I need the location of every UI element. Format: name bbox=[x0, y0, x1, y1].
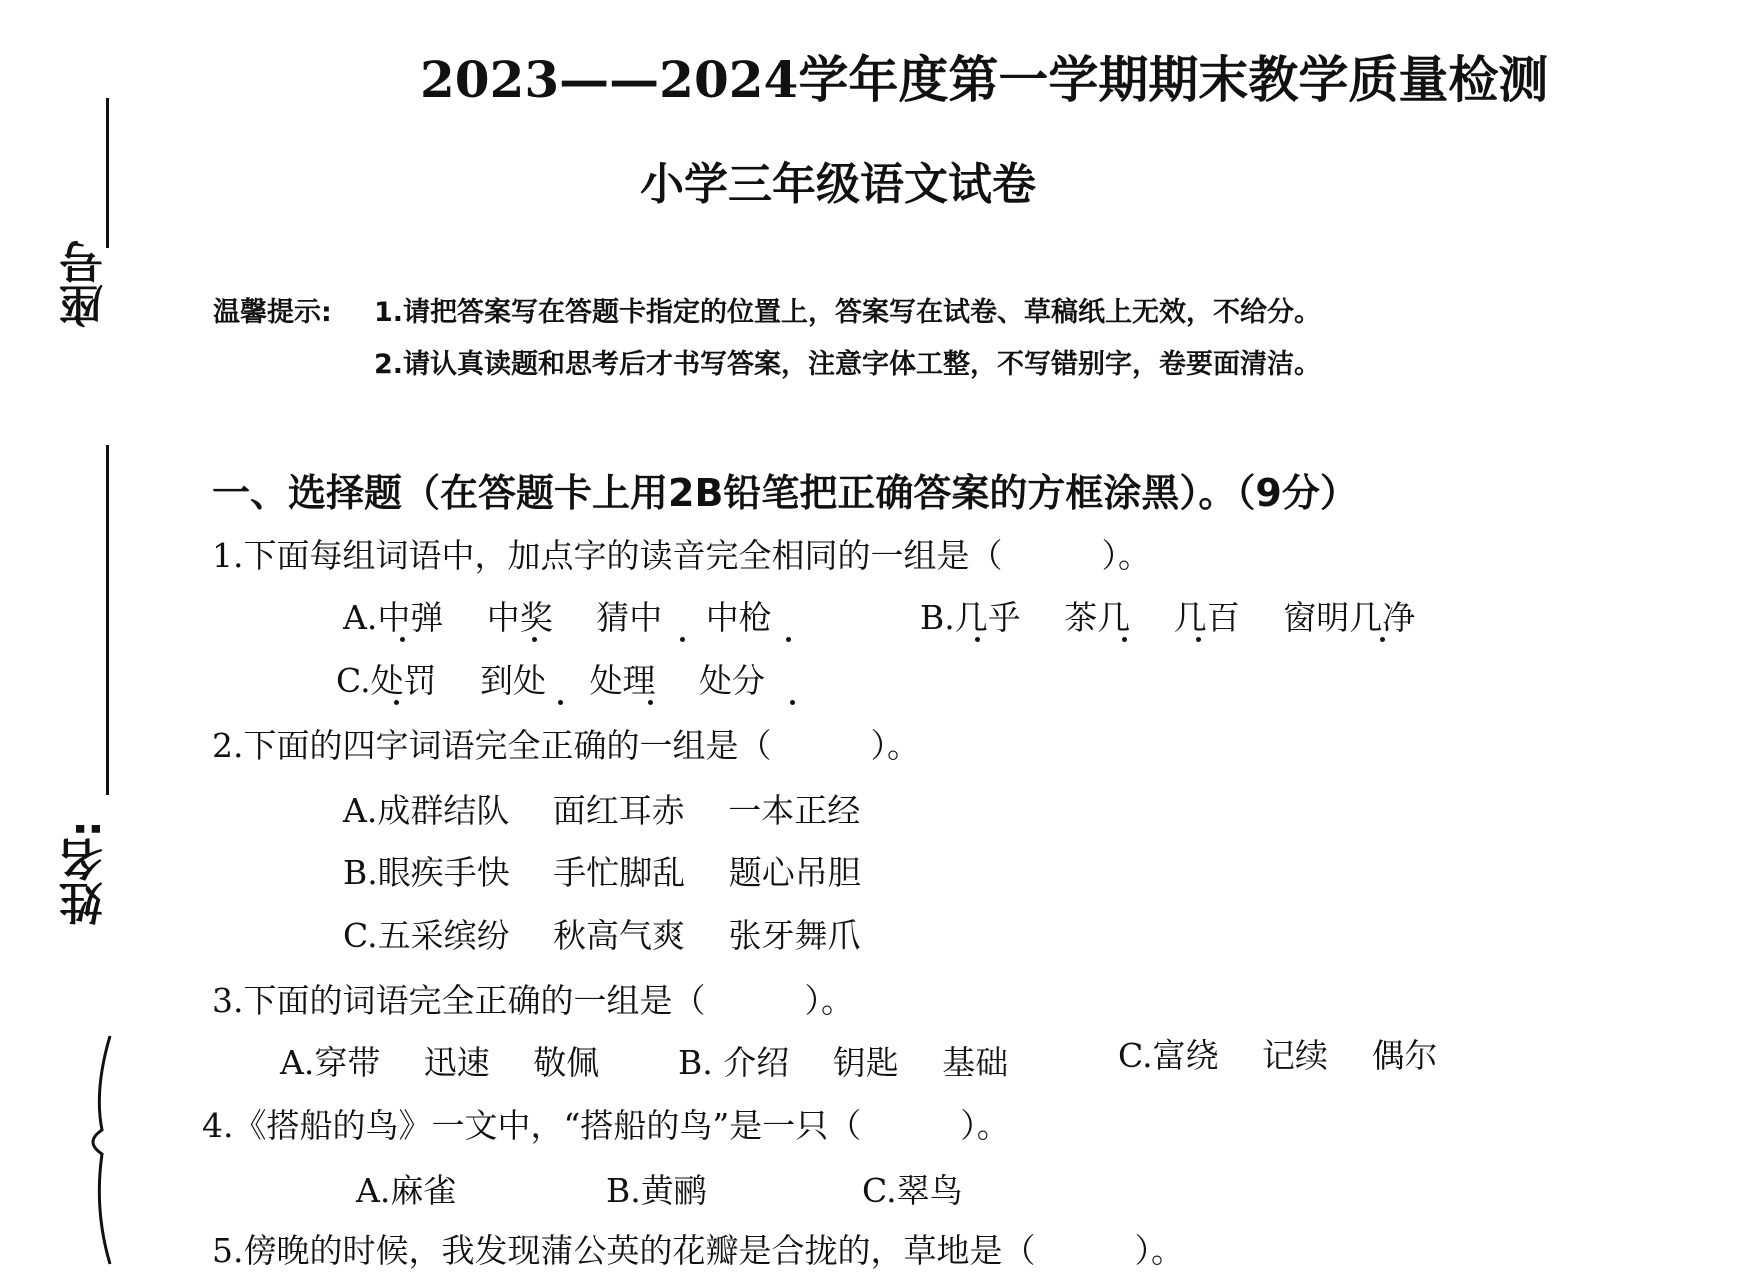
emphasis-dot bbox=[1380, 637, 1385, 642]
question-4-option-b: B.黄鹂 bbox=[606, 1171, 707, 1210]
seat-number-line bbox=[106, 98, 109, 248]
question-2-option-c: C.五采缤纷 秋高气爽 张牙舞爪 bbox=[343, 916, 861, 955]
question-1-option-c: C.处罚 到处 处理 处分 bbox=[336, 661, 766, 700]
seat-number-label: 座号 bbox=[60, 240, 111, 328]
question-2-stem: 2.下面的四字词语完全正确的一组是（ ）。 bbox=[212, 726, 920, 765]
tips-label: 温馨提示: bbox=[213, 297, 332, 328]
emphasis-dot bbox=[394, 700, 399, 705]
question-3-stem: 3.下面的词语完全正确的一组是（ ）。 bbox=[212, 981, 854, 1020]
tip-line-2: 2.请认真读题和思考后才书写答案，注意字体工整，不写错别字，卷要面清洁。 bbox=[374, 349, 1322, 380]
name-label: 姓名: bbox=[60, 820, 111, 926]
emphasis-dot bbox=[400, 637, 405, 642]
exam-subtitle: 小学三年级语文试卷 bbox=[640, 159, 1036, 210]
emphasis-dot bbox=[532, 637, 537, 642]
question-3-option-a: A.穿带 迅速 敬佩 bbox=[280, 1043, 600, 1082]
emphasis-dot bbox=[1196, 637, 1201, 642]
question-1-option-b: B.几乎 茶几 几百 窗明几净 bbox=[920, 598, 1416, 637]
question-4-option-c: C.翠鸟 bbox=[862, 1171, 963, 1210]
emphasis-dot bbox=[1122, 637, 1127, 642]
question-5-stem: 5.傍晚的时候，我发现蒲公英的花瓣是合拢的，草地是（ ）。 bbox=[212, 1231, 1184, 1270]
question-1-stem: 1.下面每组词语中，加点字的读音完全相同的一组是（ ）。 bbox=[212, 536, 1151, 575]
exam-title: 2023——2024学年度第一学期期末教学质量检测 bbox=[420, 50, 1549, 109]
name-line bbox=[106, 445, 109, 795]
emphasis-dot bbox=[790, 700, 795, 705]
emphasis-dot bbox=[786, 637, 791, 642]
emphasis-dot bbox=[558, 700, 563, 705]
question-2-option-a: A.成群结队 面红耳赤 一本正经 bbox=[343, 791, 861, 830]
question-2-option-b: B.眼疾手快 手忙脚乱 题心吊胆 bbox=[343, 853, 861, 892]
binding-margin bbox=[0, 0, 150, 1266]
emphasis-dot bbox=[975, 637, 980, 642]
question-3-option-b: B. 介绍 钥匙 基础 bbox=[678, 1043, 1009, 1082]
tip-line-1: 1.请把答案写在答题卡指定的位置上，答案写在试卷、草稿纸上无效，不给分。 bbox=[374, 297, 1322, 328]
emphasis-dot bbox=[680, 637, 685, 642]
emphasis-dot bbox=[648, 700, 653, 705]
question-1-option-a: A.中弹 中奖 猜中 中枪 bbox=[343, 598, 772, 637]
seal-bracket bbox=[80, 1030, 120, 1266]
section-1-heading: 一、选择题（在答题卡上用2B铅笔把正确答案的方框涂黑）。（9分） bbox=[212, 471, 1358, 515]
question-4-option-a: A.麻雀 bbox=[356, 1171, 457, 1210]
question-4-stem: 4.《搭船的鸟》一文中，“搭船的鸟”是一只（ ）。 bbox=[202, 1106, 1010, 1145]
question-3-option-c: C.富绕 记续 偶尔 bbox=[1118, 1036, 1438, 1075]
